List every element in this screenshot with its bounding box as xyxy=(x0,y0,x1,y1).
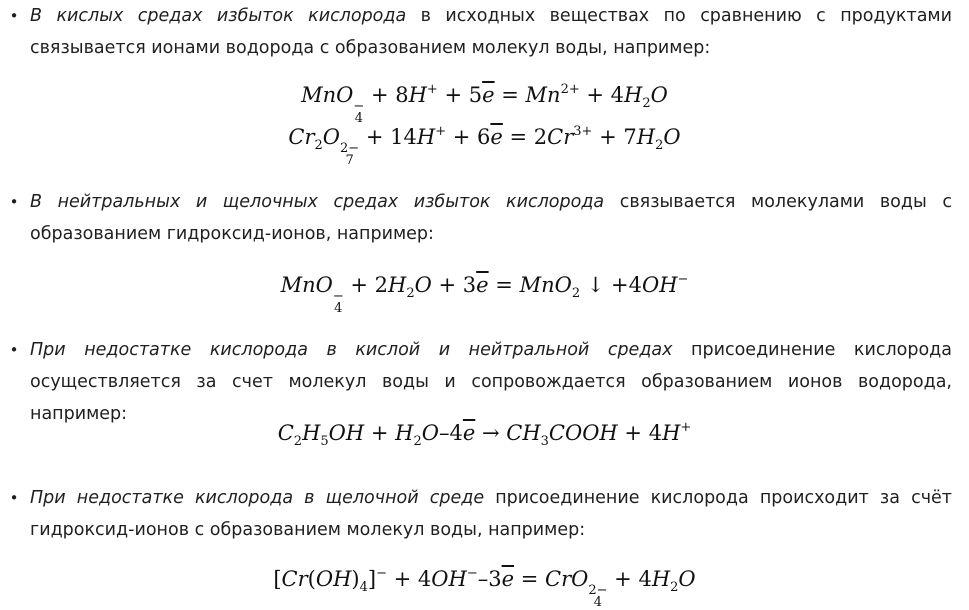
paragraph-alkaline-oxygen-shortage xyxy=(9,482,952,546)
equation-4: $C_2H_5OH + H_2O-4\overline{e}$ → $CH_3COOH + 4H^+$ xyxy=(277,420,692,449)
bullet: • xyxy=(9,193,19,211)
italic-term: В нейтральных и щелочных средах избыток кислорода xyxy=(30,192,605,212)
italic-term: При недостатке кислорода в кислой и нейтральной средах xyxy=(30,340,673,360)
italic-term: В кислых средах избыток кислорода xyxy=(30,6,407,26)
paragraph-acid-neutral-oxygen-shortage xyxy=(9,334,952,430)
bullet: • xyxy=(9,7,19,25)
equation-2: $Cr_2O$ 2− 7 + $14H^+ + 6\overline{e} = 2Cr^{3+} + 7H_2O$ xyxy=(288,124,681,168)
equation-3: MnO − 4 + $2H_2O + 3\overline{e} = MnO_2$ ↓ +4OH− xyxy=(280,272,689,316)
bullet: • xyxy=(9,489,19,507)
bullet: • xyxy=(9,341,19,359)
paragraph-text: присоединение кислорода осуществляется за счет молекул воды и сопровождается образованием ионов водорода, например: xyxy=(30,340,952,424)
italic-term: При недостатке кислорода в щелочной среде xyxy=(30,488,485,508)
paragraph-text: присоединение кислорода происходит за счёт гидроксид-ионов с образованием молекул воды, например: xyxy=(30,488,952,540)
paragraph-text: связывается молекулами воды с образованием гидроксид-ионов, например: xyxy=(30,192,952,244)
equation-5: $[Cr(OH)_4]^- + 4OH^--3\overline{e}$ = CrO 2− 4 + $4H_2O$ xyxy=(273,566,696,610)
equation-1: MnO − 4 + $8H^+ + 5\overline{e} = Mn^{2+} + 4H_2O$ xyxy=(301,82,668,126)
paragraph-acid-excess-oxygen xyxy=(9,0,952,64)
paragraph-text: в исходных веществах по сравнению с продуктами связывается ионами водорода с образованием молекул воды, например: xyxy=(30,6,952,58)
paragraph-neutral-alkaline-excess-oxygen xyxy=(9,186,952,250)
